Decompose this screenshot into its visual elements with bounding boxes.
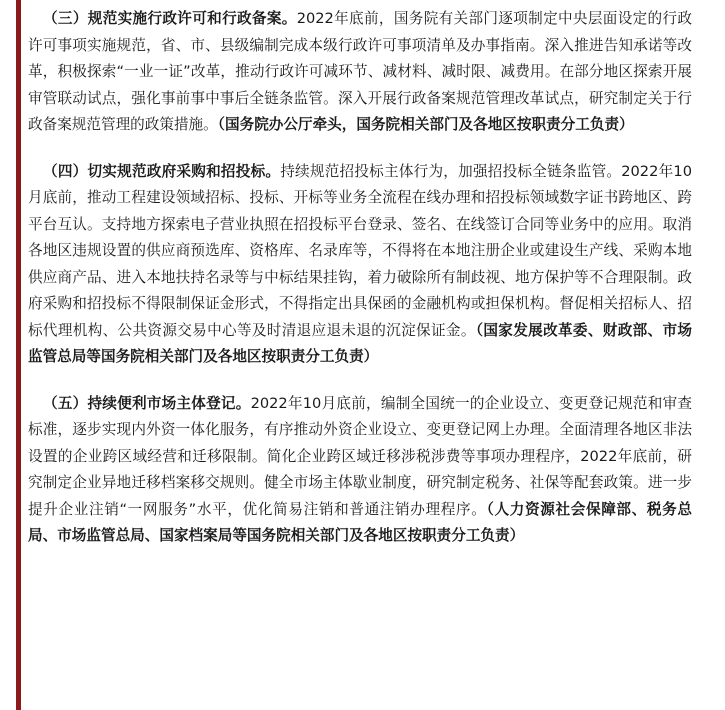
section-4-paragraph (28, 159, 692, 371)
section-3-body: 2022年底前，国务院有关部门逐项制定中央层面设定的行政许可事项实施规范，省、市、县级编制完成本级行政许可事项清单及办事指南。深入推进告知承诺等改革，积极探索“一业一证”改革，推动行政许可减环节、减材料、减时限、减费用。在部分地区探索开展审管联动试点，强化事前事中事后全链条监管。深入开展行政备案规范管理改革试点，研究制定关于行政备案规范管理的政策措施。 (28, 10, 692, 133)
section-3-heading: （三）规范实施行政许可和行政备案。 (43, 10, 297, 27)
section-5-paragraph (28, 391, 692, 550)
left-accent-bar (16, 0, 21, 710)
section-5-heading: （五）持续便利市场主体登记。 (43, 394, 251, 412)
section-5-responsibility: （人力资源社会保障部、税务总局、市场监管总局、国家档案局等国务院相关部门及各地区按职责分工负责） (28, 500, 693, 544)
section-5-body: 2022年10月底前，编制全国统一的企业设立、变更登记规范和审查标准，逐步实现内外资一体化服务，有序推动外资企业设立、变更登记网上办理。全面清理各地区非法设置的企业跨区域经营和迁移限制。简化企业跨区域迁移涉税涉费等事项办理程序，2022年底前，研究制定企业异地迁移档案移交规则。健全市场主体歇业制度，研究制定税务、社保等配套政策。进一步提升企业注销“一网服务”水平，优化简易注销和普通注销办理程序。 (28, 394, 692, 518)
section-4-body: 持续规范招投标主体行为，加强招投标全链条监管。2022年10月底前，推动工程建设领域招标、投标、开标等业务全流程在线办理和招投标领域数字证书跨地区、跨平台互认。支持地方探索电子营业执照在招投标平台登录、签名、在线签订合同等业务中的应用。取消各地区违规设置的供应商预选库、资格库、名录库等，不得将在本地注册企业或建设生产线、采购本地供应商产品、进入本地扶持名录等与中标结果挂钩，着力破除所有制歧视、地方保护等不合理限制。政府采购和招投标不得限制保证金形式，不得指定出具保函的金融机构或担保机构。督促相关招标人、招标代理机构、公共资源交易中心等及时清退应退未退的沉淀保证金。 (28, 162, 692, 339)
section-3-responsibility: （国务院办公厅牵头，国务院相关部门及各地区按职责分工负责） (217, 116, 634, 133)
section-3-paragraph (28, 6, 692, 139)
section-4-heading: （四）切实规范政府采购和招投标。 (43, 162, 281, 180)
section-4-responsibility: （国家发展改革委、财政部、市场监管总局等国务院相关部门及各地区按职责分工负责） (28, 321, 692, 365)
article-content (28, 6, 692, 550)
